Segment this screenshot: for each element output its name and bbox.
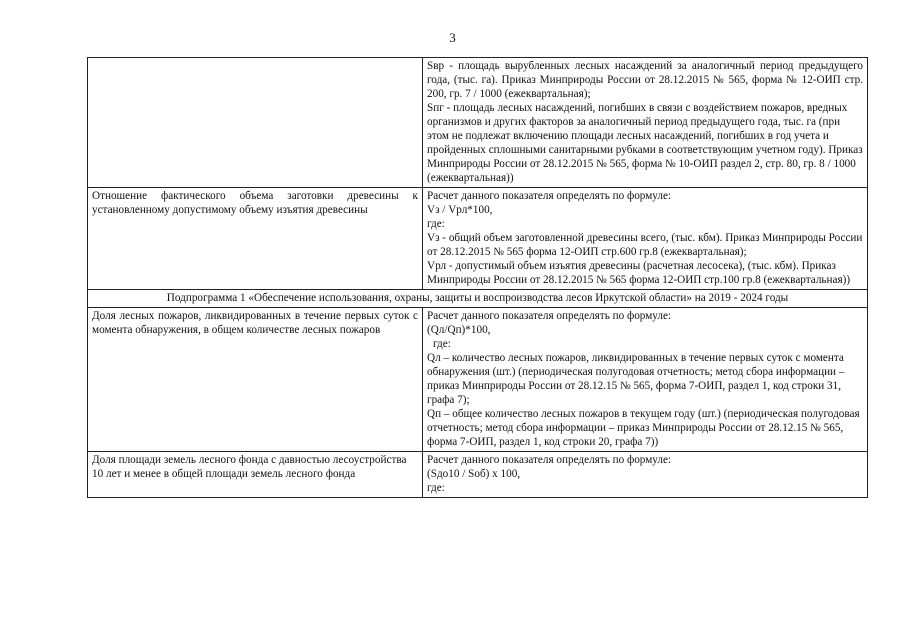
- formula-paragraph: Vрл - допустимый объем изъятия древесины (расчетная лесосека), (тыс. кбм). Приказ Минприроды России от 28.12.2015 № 565 форма 12-ОИП стр.100 гр.8 (ежеквартальная)): [427, 260, 851, 286]
- formula-expression: Vз / Vрл*100,: [427, 204, 493, 216]
- formula-paragraph: Расчет данного показателя определять по формуле:: [427, 310, 672, 322]
- table-row: [88, 290, 868, 308]
- formula-cell: [423, 452, 868, 498]
- formula-cell: [423, 188, 868, 290]
- table-row: [88, 188, 868, 290]
- formula-paragraph: Sпг - площадь лесных насаждений, погибших в связи с воздействием пожаров, вредных организмов и других факторов за аналогичный период предыдущего года, тыс. га (при этом не подлежат включению площади лесных насаждений, погибших в год учета и пройденных сплошными санитарными рубками в соответствующим учетном году). Приказ Минприроды России от 28.12.2015 № 565, форма № 10-ОИП раздел 2, стр. 80, гр. 8 / 1000 (ежеквартальная)): [427, 102, 863, 184]
- formula-paragraph: Qп – общее количество лесных пожаров в текущем году (шт.) (периодическая полугодовая отчетность; метод сбора информации – приказ Минприроды России от 28.12.15 № 565, форма 7-ОИП, раздел 1, код строки 20, графа 7)): [427, 408, 860, 448]
- formula-paragraph: Расчет данного показателя определять по формуле:: [427, 454, 672, 466]
- formula-expression: (Sдо10 / Sоб) x 100,: [427, 468, 521, 480]
- indicator-name-cell: Доля лесных пожаров, ликвидированных в течение первых суток с момента обнаружения, в общем количестве лесных пожаров: [88, 308, 423, 452]
- formula-expression: (Qл/Qп)*100,: [427, 324, 491, 336]
- formula-paragraph: Расчет данного показателя определять по формуле:: [427, 190, 672, 202]
- formula-where: где:: [433, 338, 451, 350]
- table-row: [88, 452, 868, 498]
- formula-paragraph: Qл – количество лесных пожаров, ликвидированных в течение первых суток с момента обнаружения (шт.) (периодическая полугодовая отчетность; метод сбора информации – приказ Минприроды России от 28.12.15 № 565, форма 7-ОИП, раздел 1, код строки 31, графа 7);: [427, 352, 845, 406]
- subprogram-heading: Подпрограмма 1 «Обеспечение использования, охраны, защиты и воспроизводства лесов Иркутской области» на 2019 - 2024 годы: [88, 290, 868, 308]
- indicator-name-cell: [88, 58, 423, 188]
- table-row: [88, 308, 868, 452]
- indicator-table: [87, 57, 868, 498]
- formula-cell: [423, 58, 868, 188]
- formula-where: где:: [427, 218, 445, 230]
- page-number: 3: [449, 30, 456, 45]
- formula-where: где:: [427, 482, 445, 494]
- indicator-name-cell: Отношение фактического объема заготовки древесины к установленному допустимому объему изъятия древесины: [88, 188, 423, 290]
- formula-cell: [423, 308, 868, 452]
- formula-paragraph: Vз - общий объем заготовленной древесины всего, (тыс. кбм). Приказ Минприроды России от 28.12.2015 № 565 форма 12-ОИП стр.600 гр.8 (ежеквартальная);: [427, 232, 863, 258]
- indicator-name-cell: Доля площади земель лесного фонда с давностью лесоустройства 10 лет и менее в общей площади земель лесного фонда: [88, 452, 423, 498]
- formula-paragraph: Sвр - площадь вырубленных лесных насаждений за аналогичный период предыдущего года, (тыс. га). Приказ Минприроды России от 28.12.2015 № 565, форма № 12-ОИП стр. 200, гр. 7 / 1000 (ежеквартальная);: [427, 60, 863, 100]
- table-row: [88, 58, 868, 188]
